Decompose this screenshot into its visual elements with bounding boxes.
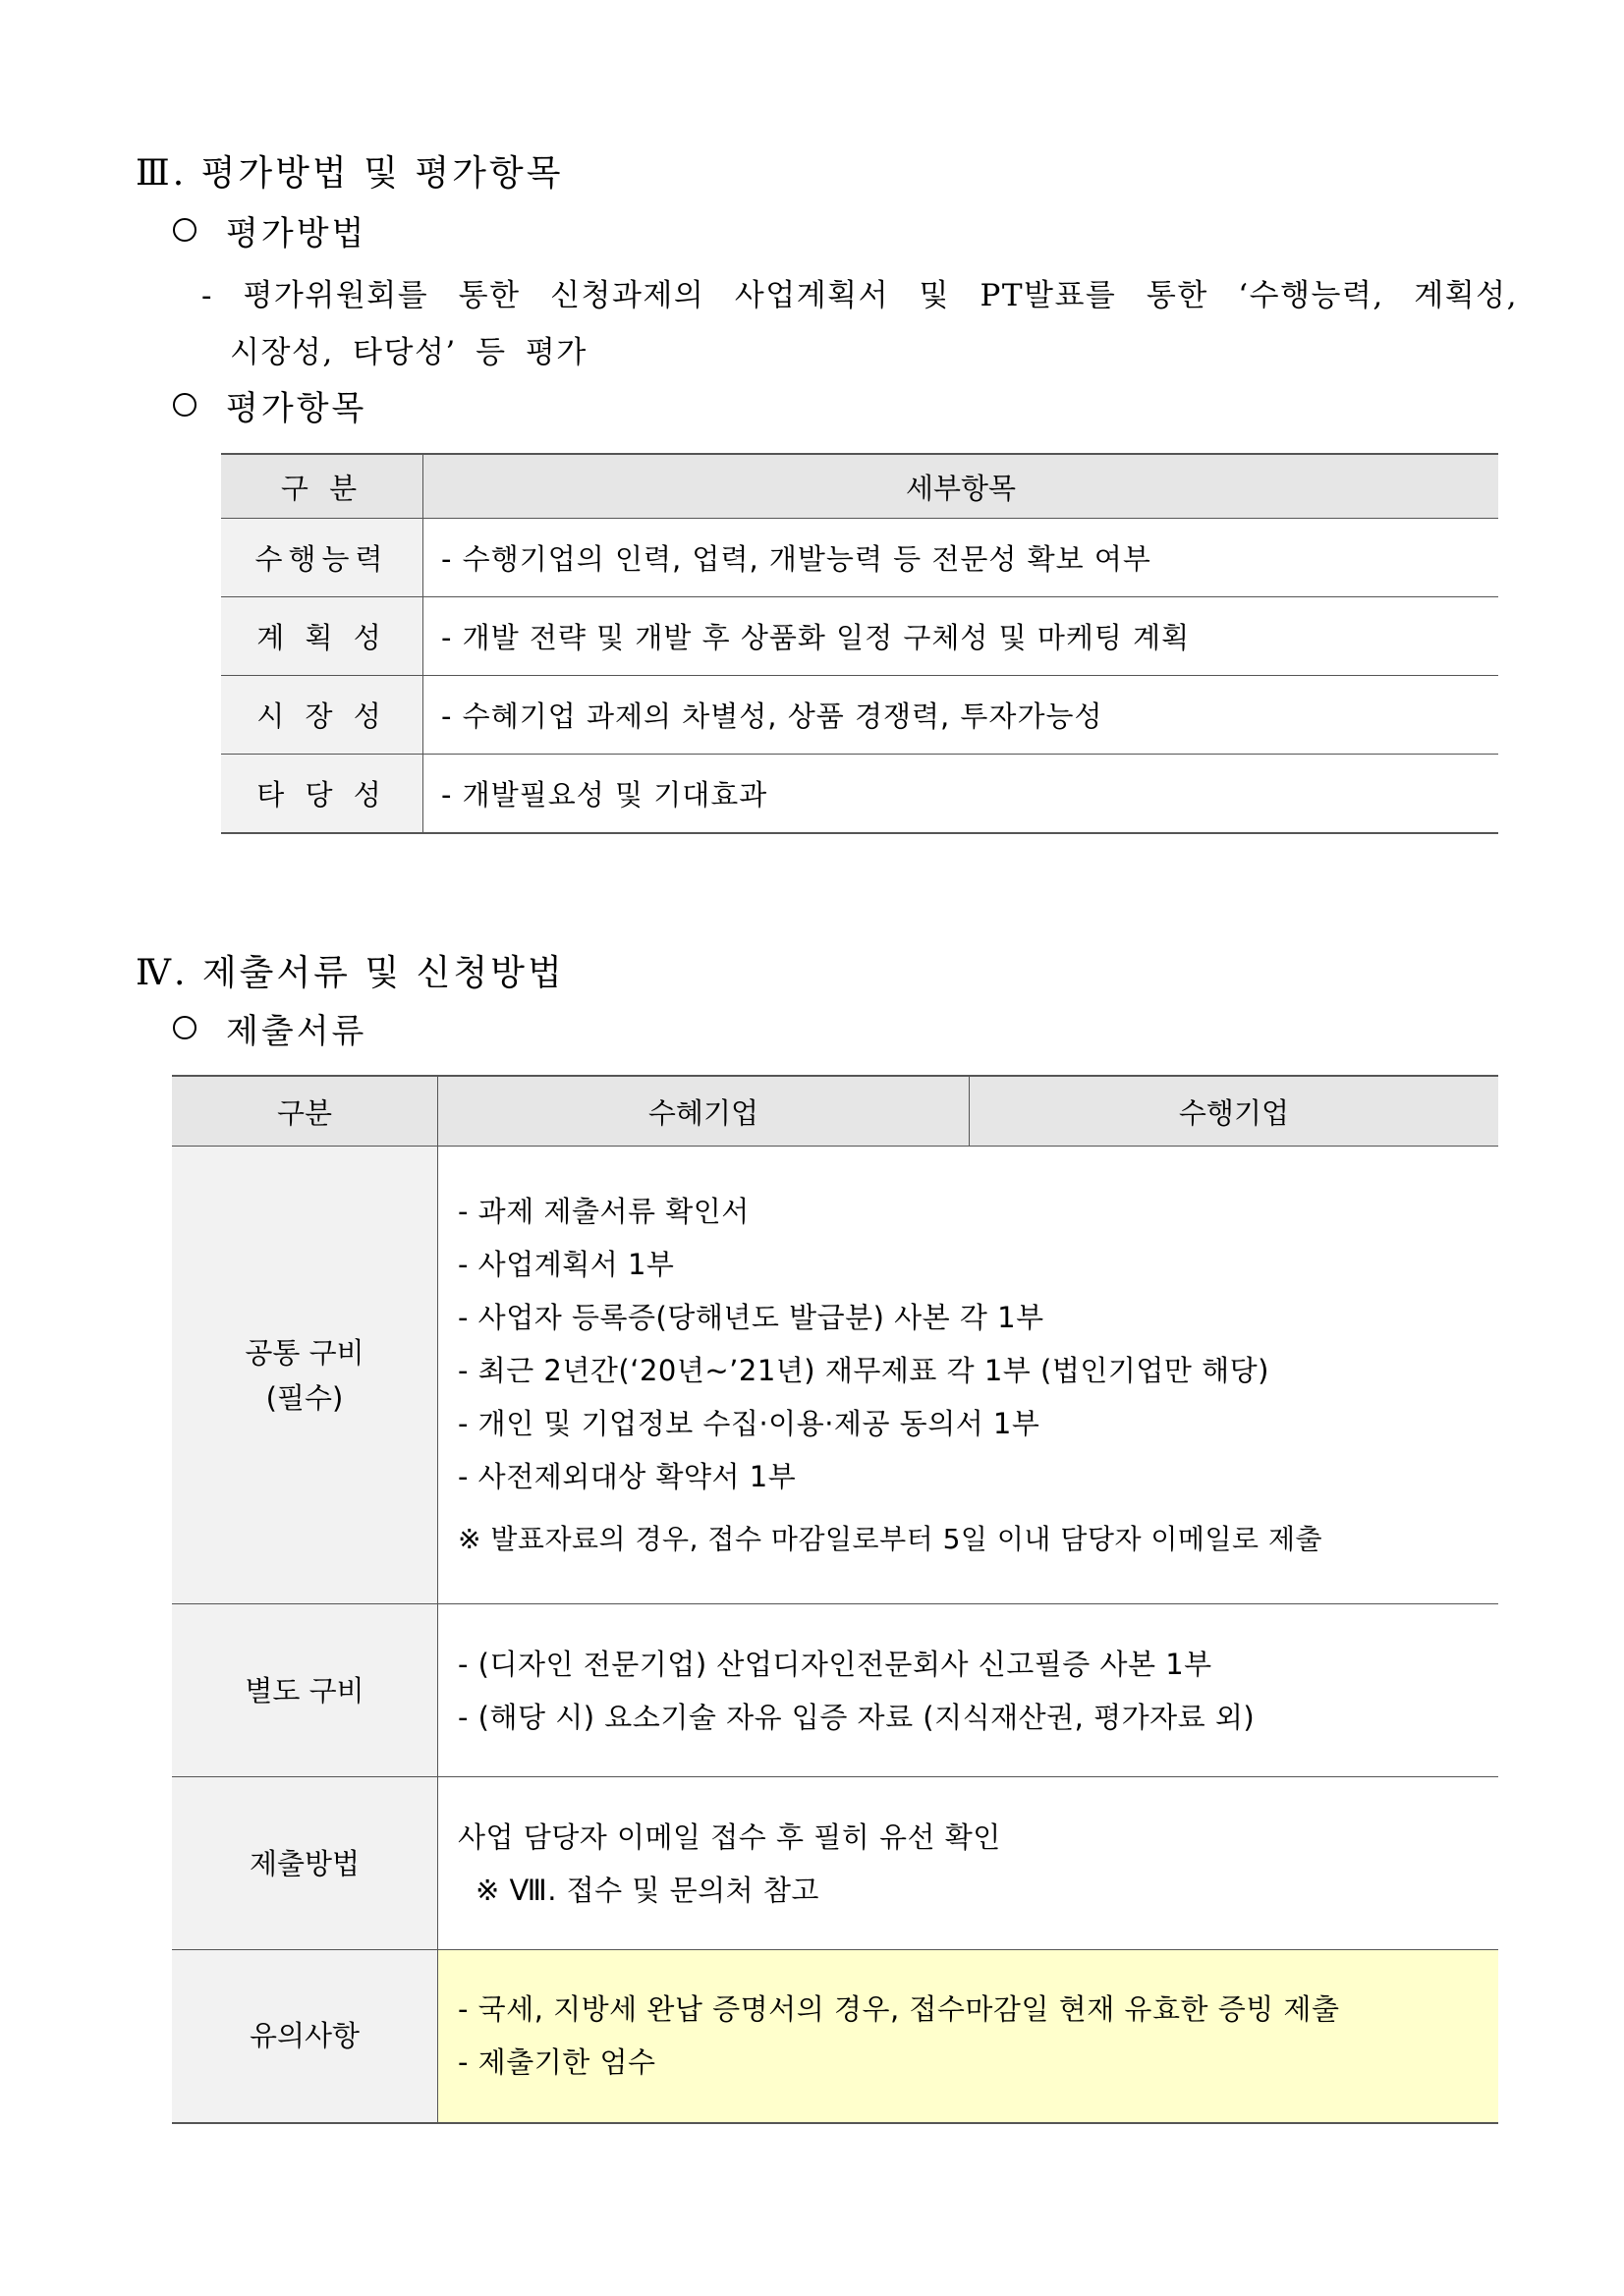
- list-item: - 사업계획서 1부: [458, 1247, 675, 1281]
- list-item: - 제출기한 엄수: [458, 2045, 656, 2080]
- list-item: - (해당 시) 요소기술 자유 입증 자료 (지식재산권, 평가자료 외): [458, 1700, 1256, 1734]
- list-item: - (디자인 전문기업) 산업디자인전문회사 신고필증 사본 1부: [458, 1647, 1212, 1681]
- row-detail: - 수혜기업 과제의 차별성, 상품 경쟁력, 투자가능성: [423, 676, 1499, 755]
- row-category: 타 당 성: [221, 755, 423, 834]
- docs-heading: [173, 1004, 366, 1052]
- table-row-separate: [172, 1604, 1498, 1777]
- items-heading: [173, 381, 366, 429]
- list-item: - 사전제외대상 확약서 1부: [458, 1459, 797, 1493]
- row-category: 계 획 성: [221, 597, 423, 676]
- caution-category: 유의사항: [172, 1950, 438, 2123]
- evaluation-items-table: [221, 453, 1498, 834]
- submission-documents-table: [172, 1075, 1498, 2124]
- table-row: [221, 755, 1498, 834]
- list-item: - 최근 2년간(‘20년~’21년) 재무제표 각 1부 (법인기업만 해당): [458, 1353, 1269, 1387]
- header-detail: 세부항목: [423, 454, 1499, 519]
- list-item: - 사업자 등록증(당해년도 발급분) 사본 각 1부: [458, 1300, 1044, 1334]
- circle-bullet-icon: [173, 218, 196, 242]
- row-detail: - 개발 전략 및 개발 후 상품화 일정 구체성 및 마케팅 계획: [423, 597, 1499, 676]
- table-row-caution: [172, 1950, 1498, 2123]
- list-item: - 국세, 지방세 완납 증명서의 경우, 접수마감일 현재 유효한 증빙 제출: [458, 1992, 1340, 2027]
- list-item: - 과제 제출서류 확인서: [458, 1194, 750, 1228]
- method-heading: [173, 206, 366, 254]
- list-item: - 개인 및 기업정보 수집·이용·제공 동의서 1부: [458, 1406, 1040, 1440]
- row-category: 수행능력: [221, 519, 423, 597]
- method-line1: 사업 담당자 이메일 접수 후 필히 유선 확인: [458, 1820, 1001, 1854]
- method-line2: ※ Ⅷ. 접수 및 문의처 참고: [476, 1873, 819, 1907]
- method-text-line1: - 평가위원회를 통한 신청과제의 사업계획서 및 PT발표를 통한 ‘수행능력, 계획성,: [201, 278, 1518, 313]
- common-items: [438, 1147, 1499, 1604]
- header-beneficiary: 수혜기업: [438, 1076, 970, 1147]
- header-category: 구 분: [221, 454, 423, 519]
- section3-heading: Ⅲ. 평가방법 및 평가항목: [136, 153, 564, 194]
- items-heading-text: 평가항목: [226, 389, 367, 428]
- table-row: [221, 597, 1498, 676]
- table-row-common: [172, 1147, 1498, 1604]
- table-row-method: [172, 1777, 1498, 1950]
- table-row: [221, 519, 1498, 597]
- common-category: [172, 1147, 438, 1604]
- table-row: [221, 676, 1498, 755]
- method-heading-text: 평가방법: [226, 214, 367, 253]
- common-note: ※ 발표자료의 경우, 접수 마감일로부터 5일 이내 담당자 이메일로 제출: [458, 1522, 1323, 1555]
- circle-bullet-icon: [173, 1016, 196, 1039]
- common-category-line2: (필수): [265, 1380, 344, 1415]
- common-category-line1: 공통 구비: [245, 1335, 364, 1370]
- docs-heading-text: 제출서류: [226, 1012, 367, 1051]
- method-category: 제출방법: [172, 1777, 438, 1950]
- separate-items: [438, 1604, 1499, 1777]
- separate-category: 별도 구비: [172, 1604, 438, 1777]
- header-category: 구분: [172, 1076, 438, 1147]
- header-performer: 수행기업: [969, 1076, 1498, 1147]
- method-text-line2: 시장성, 타당성’ 등 평가: [230, 335, 588, 370]
- section4-heading: Ⅳ. 제출서류 및 신청방법: [136, 953, 565, 993]
- caution-items: [438, 1950, 1499, 2123]
- row-detail: - 개발필요성 및 기대효과: [423, 755, 1499, 834]
- table-header-row: [221, 454, 1498, 519]
- table-header-row: [172, 1076, 1498, 1147]
- circle-bullet-icon: [173, 393, 196, 417]
- row-detail: - 수행기업의 인력, 업력, 개발능력 등 전문성 확보 여부: [423, 519, 1499, 597]
- method-items: [438, 1777, 1499, 1950]
- row-category: 시 장 성: [221, 676, 423, 755]
